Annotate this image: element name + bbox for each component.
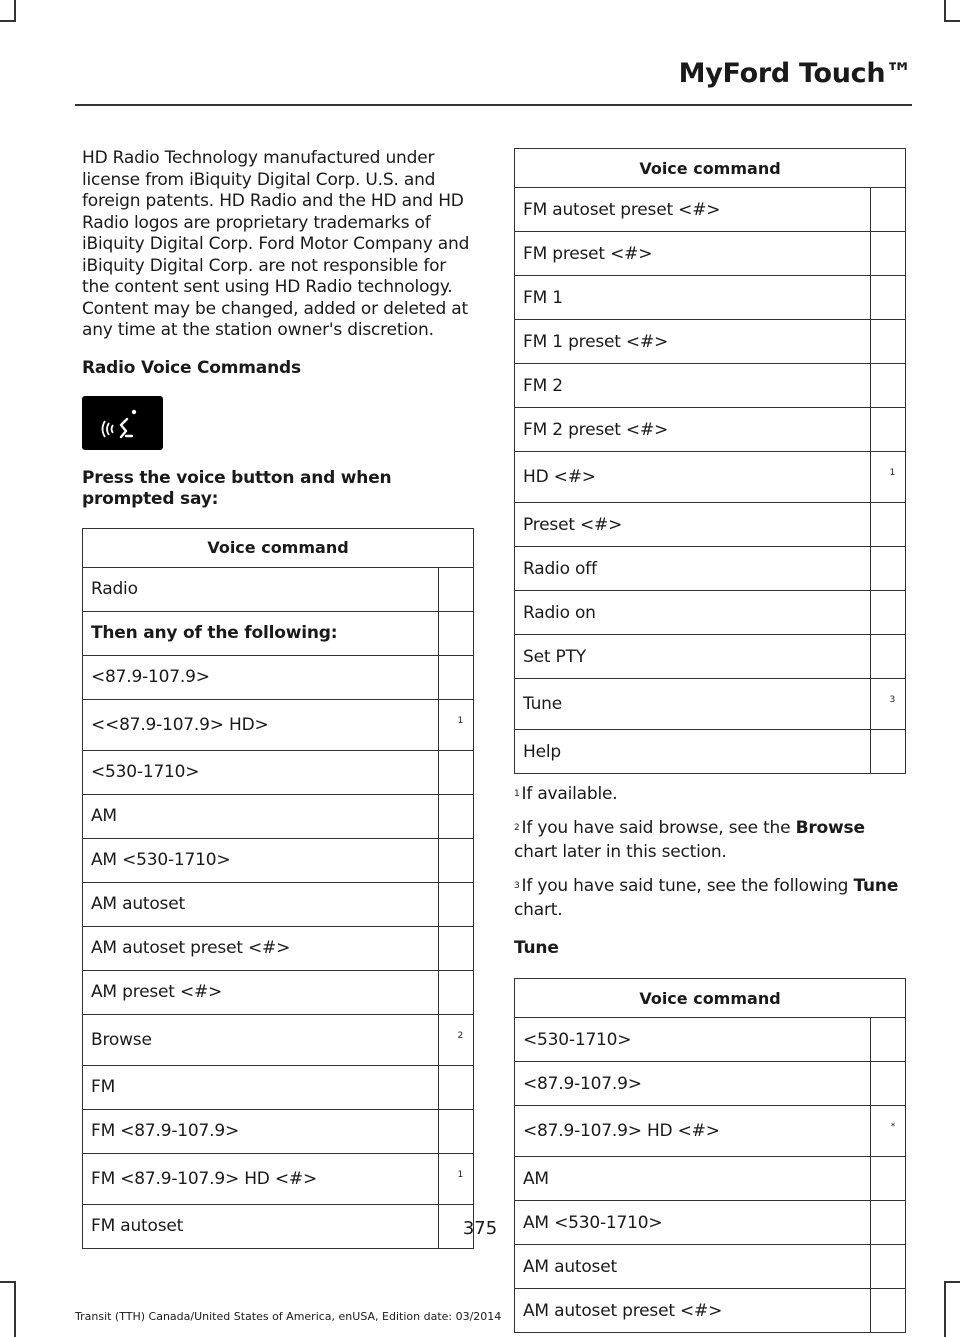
command-text: <<87.9-107.9> HD> — [83, 699, 439, 750]
footnote-ref — [871, 276, 906, 320]
section-heading: Radio Voice Commands — [82, 357, 301, 378]
footnote-bold: Tune — [853, 876, 899, 896]
footnote-3 — [514, 874, 906, 922]
table-row — [515, 364, 906, 408]
voice-command-table-continued — [514, 148, 906, 774]
table-row — [515, 408, 906, 452]
left-column — [82, 148, 474, 1249]
footnote-ref — [871, 591, 906, 635]
table-row — [83, 882, 474, 926]
header-divider — [75, 104, 912, 106]
command-text: FM 2 — [515, 364, 871, 408]
table-row — [515, 1289, 906, 1333]
footnote-ref: 1 — [871, 452, 906, 503]
footnote-ref — [871, 1062, 906, 1106]
table-row — [83, 750, 474, 794]
page-number: 375 — [462, 1218, 498, 1239]
command-text: FM <87.9-107.9> — [83, 1109, 439, 1153]
footnote-ref — [871, 635, 906, 679]
crop-mark — [14, 0, 16, 22]
footnote-ref: 3 — [871, 679, 906, 730]
table-row — [83, 1065, 474, 1109]
footnote-ref: 1 — [439, 1153, 474, 1204]
table-row — [515, 547, 906, 591]
footnote-1 — [514, 782, 906, 806]
command-text: FM 2 preset <#> — [515, 408, 871, 452]
command-text: Radio off — [515, 547, 871, 591]
footnote-ref — [439, 611, 474, 655]
footnote-ref: 2 — [439, 1014, 474, 1065]
table-row — [515, 635, 906, 679]
footnote-ref — [439, 1065, 474, 1109]
command-text: FM autoset preset <#> — [515, 188, 871, 232]
command-text: AM — [515, 1157, 871, 1201]
table-row — [515, 1157, 906, 1201]
footnote-text: If you have said browse, see the — [521, 818, 796, 838]
footnote-ref — [871, 1157, 906, 1201]
table-row — [83, 926, 474, 970]
footnote-bold: Browse — [795, 818, 865, 838]
tune-heading: Tune — [514, 938, 559, 958]
command-text: Browse — [83, 1014, 439, 1065]
command-text: FM 1 preset <#> — [515, 320, 871, 364]
footnote-ref — [871, 1018, 906, 1062]
table-row — [83, 655, 474, 699]
footnote-ref — [871, 320, 906, 364]
table-row — [515, 320, 906, 364]
voice-command-table — [82, 528, 474, 1249]
crop-mark — [944, 0, 946, 22]
crop-mark — [0, 1281, 16, 1283]
crop-mark — [944, 1281, 960, 1283]
table-row — [515, 276, 906, 320]
table-row — [83, 567, 474, 611]
command-text: <87.9-107.9> — [515, 1062, 871, 1106]
footnote-ref — [871, 188, 906, 232]
footnote-ref — [439, 926, 474, 970]
table-header: Voice command — [83, 528, 474, 567]
instruction-heading: Press the voice button and when prompted say: — [82, 467, 392, 509]
command-text: AM autoset preset <#> — [515, 1289, 871, 1333]
footnote-ref: * — [871, 1106, 906, 1157]
table-row — [83, 838, 474, 882]
table-row — [83, 1014, 474, 1065]
footnote-number: 1 — [514, 789, 520, 799]
table-row — [515, 1018, 906, 1062]
footnote-text: If you have said tune, see the following — [521, 876, 854, 896]
footnote-2 — [514, 816, 906, 864]
footnote-ref — [871, 503, 906, 547]
command-text: Then any of the following: — [83, 611, 439, 655]
table-header: Voice command — [515, 979, 906, 1018]
footnote-ref — [439, 882, 474, 926]
footnote-ref — [871, 1289, 906, 1333]
footnote-ref — [439, 1109, 474, 1153]
command-text: Radio on — [515, 591, 871, 635]
footnote-ref — [871, 232, 906, 276]
footnote-ref — [871, 730, 906, 774]
right-column — [514, 148, 906, 1333]
crop-mark — [944, 1281, 946, 1337]
table-row — [515, 1106, 906, 1157]
crop-mark — [14, 1281, 16, 1337]
table-row — [515, 591, 906, 635]
command-text: FM 1 — [515, 276, 871, 320]
footnote-text: If available. — [521, 784, 618, 804]
command-text: AM autoset — [83, 882, 439, 926]
footnote-ref — [871, 547, 906, 591]
table-row — [515, 1245, 906, 1289]
footnote-ref — [439, 970, 474, 1014]
voice-command-icon — [82, 396, 163, 450]
table-row — [83, 1153, 474, 1204]
footnote-ref — [439, 794, 474, 838]
command-text: AM autoset — [515, 1245, 871, 1289]
table-row — [83, 794, 474, 838]
command-text: FM <87.9-107.9> HD <#> — [83, 1153, 439, 1204]
table-row — [83, 1109, 474, 1153]
table-row — [83, 699, 474, 750]
command-text: HD <#> — [515, 452, 871, 503]
table-row — [515, 1062, 906, 1106]
command-text: <530-1710> — [83, 750, 439, 794]
table-row — [83, 970, 474, 1014]
table-header: Voice command — [515, 149, 906, 188]
command-text: <87.9-107.9> — [83, 655, 439, 699]
footnote-ref — [871, 364, 906, 408]
footnote-ref: 1 — [439, 699, 474, 750]
command-text: <87.9-107.9> HD <#> — [515, 1106, 871, 1157]
command-text: Radio — [83, 567, 439, 611]
footnote-ref — [439, 838, 474, 882]
command-text: AM preset <#> — [83, 970, 439, 1014]
command-text: AM — [83, 794, 439, 838]
table-row — [515, 679, 906, 730]
footnote-ref — [871, 1245, 906, 1289]
footnote-text: chart later in this section. — [514, 842, 727, 862]
table-row — [515, 232, 906, 276]
command-text: Tune — [515, 679, 871, 730]
footnote-ref — [439, 750, 474, 794]
footnote-ref — [439, 567, 474, 611]
footnote-ref — [871, 408, 906, 452]
tune-command-table — [514, 978, 906, 1333]
table-row — [515, 188, 906, 232]
footer-text: Transit (TTH) Canada/United States of America, enUSA, Edition date: 03/2014 — [75, 1310, 502, 1323]
command-text: Set PTY — [515, 635, 871, 679]
footnote-text: chart. — [514, 900, 563, 920]
command-text: AM <530-1710> — [515, 1201, 871, 1245]
command-text: AM autoset preset <#> — [83, 926, 439, 970]
table-row — [515, 730, 906, 774]
footnote-number: 3 — [514, 881, 520, 891]
crop-mark — [0, 20, 16, 22]
command-text: <530-1710> — [515, 1018, 871, 1062]
footnote-ref — [439, 655, 474, 699]
footnote-number: 2 — [514, 823, 520, 833]
table-row — [515, 503, 906, 547]
table-row — [515, 452, 906, 503]
command-text: FM preset <#> — [515, 232, 871, 276]
command-text: Help — [515, 730, 871, 774]
page-title: MyFord Touch™ — [678, 58, 912, 89]
crop-mark — [944, 20, 960, 22]
command-text: AM <530-1710> — [83, 838, 439, 882]
command-text: FM — [83, 1065, 439, 1109]
table-row — [83, 611, 474, 655]
command-text: FM autoset — [83, 1204, 439, 1248]
command-text: Preset <#> — [515, 503, 871, 547]
hd-radio-paragraph: HD Radio Technology manufactured under license from iBiquity Digital Corp. U.S. and foreign patents. HD Radio and the HD and HD Radio logos are proprietary trademarks of iBiquity Digital Corp. Ford Motor Company and iBiquity Digital Corp. are not responsible for the content sent using HD Radio technology. Content may be changed, added or deleted at any time at the station owner's discretion. — [82, 148, 470, 340]
